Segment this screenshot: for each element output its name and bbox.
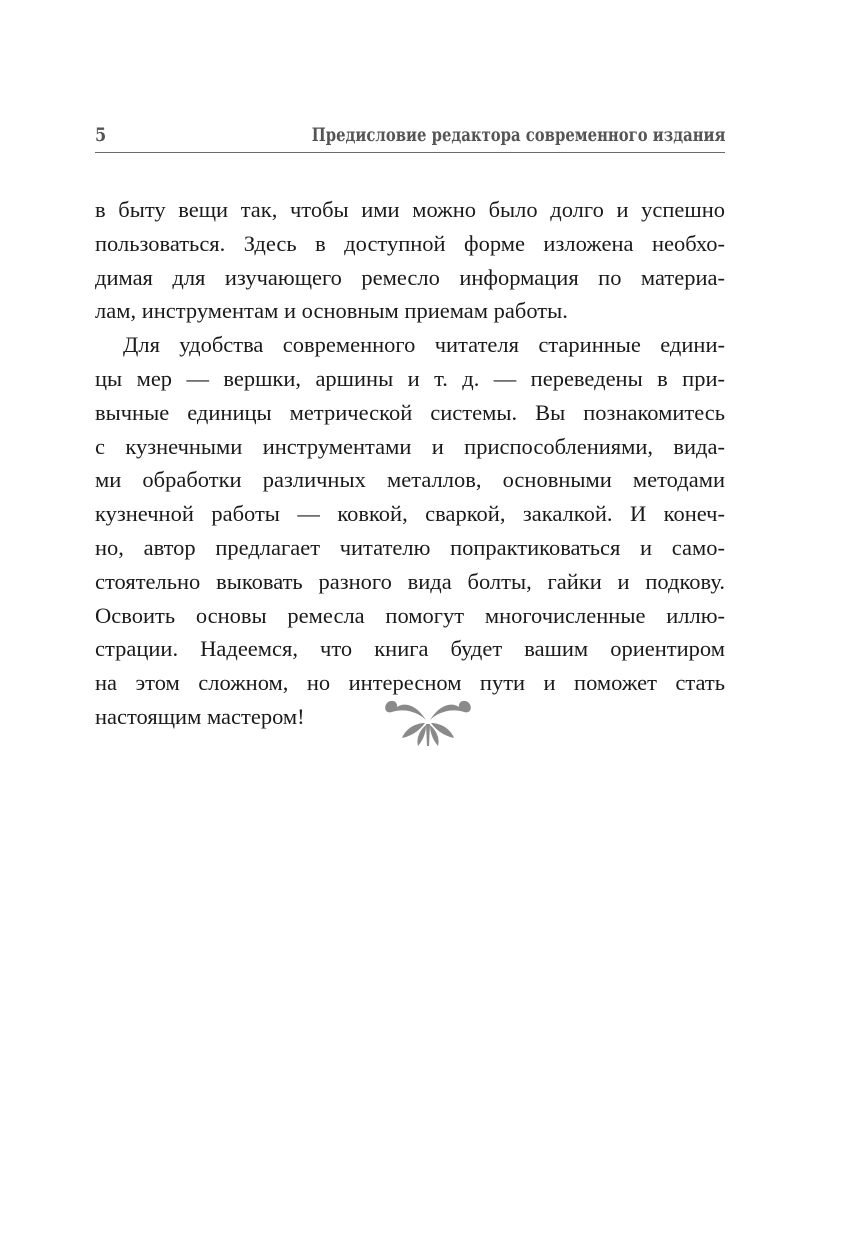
text-line: на этом сложном, но интересном пути и поможет стать <box>95 670 725 696</box>
text-line: кузнечной работы — ковкой, сваркой, закалкой. И конеч- <box>95 501 725 527</box>
paragraph-2 <box>95 328 725 734</box>
running-head-title: Предисловие редактора современного издания <box>311 124 725 146</box>
text-line: цы мер — вершки, аршины и т. д. — переведены в при- <box>95 365 725 391</box>
text-line: вычные единицы метрической системы. Вы познакомитесь <box>95 399 725 425</box>
text-line: Освоить основы ремесла помогут многочисленные иллю- <box>95 602 725 628</box>
floral-ornament-icon <box>382 690 474 746</box>
text-line: в быту вещи так, чтобы ими можно было долго и успешно <box>95 197 725 222</box>
page-number: 5 <box>95 124 107 146</box>
text-line: настоящим мастером! <box>95 703 305 729</box>
paragraph-1 <box>95 193 725 328</box>
text-line: лам, инструментам и основным приемам работы. <box>95 298 568 324</box>
text-line: пользоваться. Здесь в доступной форме изложена необхо- <box>95 230 725 256</box>
text-line: ми обработки различных металлов, основными методами <box>95 467 725 493</box>
text-line: димая для изучающего ремесло информация по материа- <box>95 264 725 290</box>
text-line: Для удобства современного читателя старинные едини- <box>123 332 725 358</box>
text-line: стоятельно выковать разного вида болты, гайки и подкову. <box>95 568 725 594</box>
text-line: страции. Надеемся, что книга будет вашим ориентиром <box>95 636 725 662</box>
text-line: с кузнечными инструментами и приспособлениями, вида- <box>95 433 725 459</box>
text-line: но, автор предлагает читателю попрактиковаться и само- <box>95 534 725 560</box>
body-text <box>95 193 725 734</box>
running-head <box>95 122 725 153</box>
